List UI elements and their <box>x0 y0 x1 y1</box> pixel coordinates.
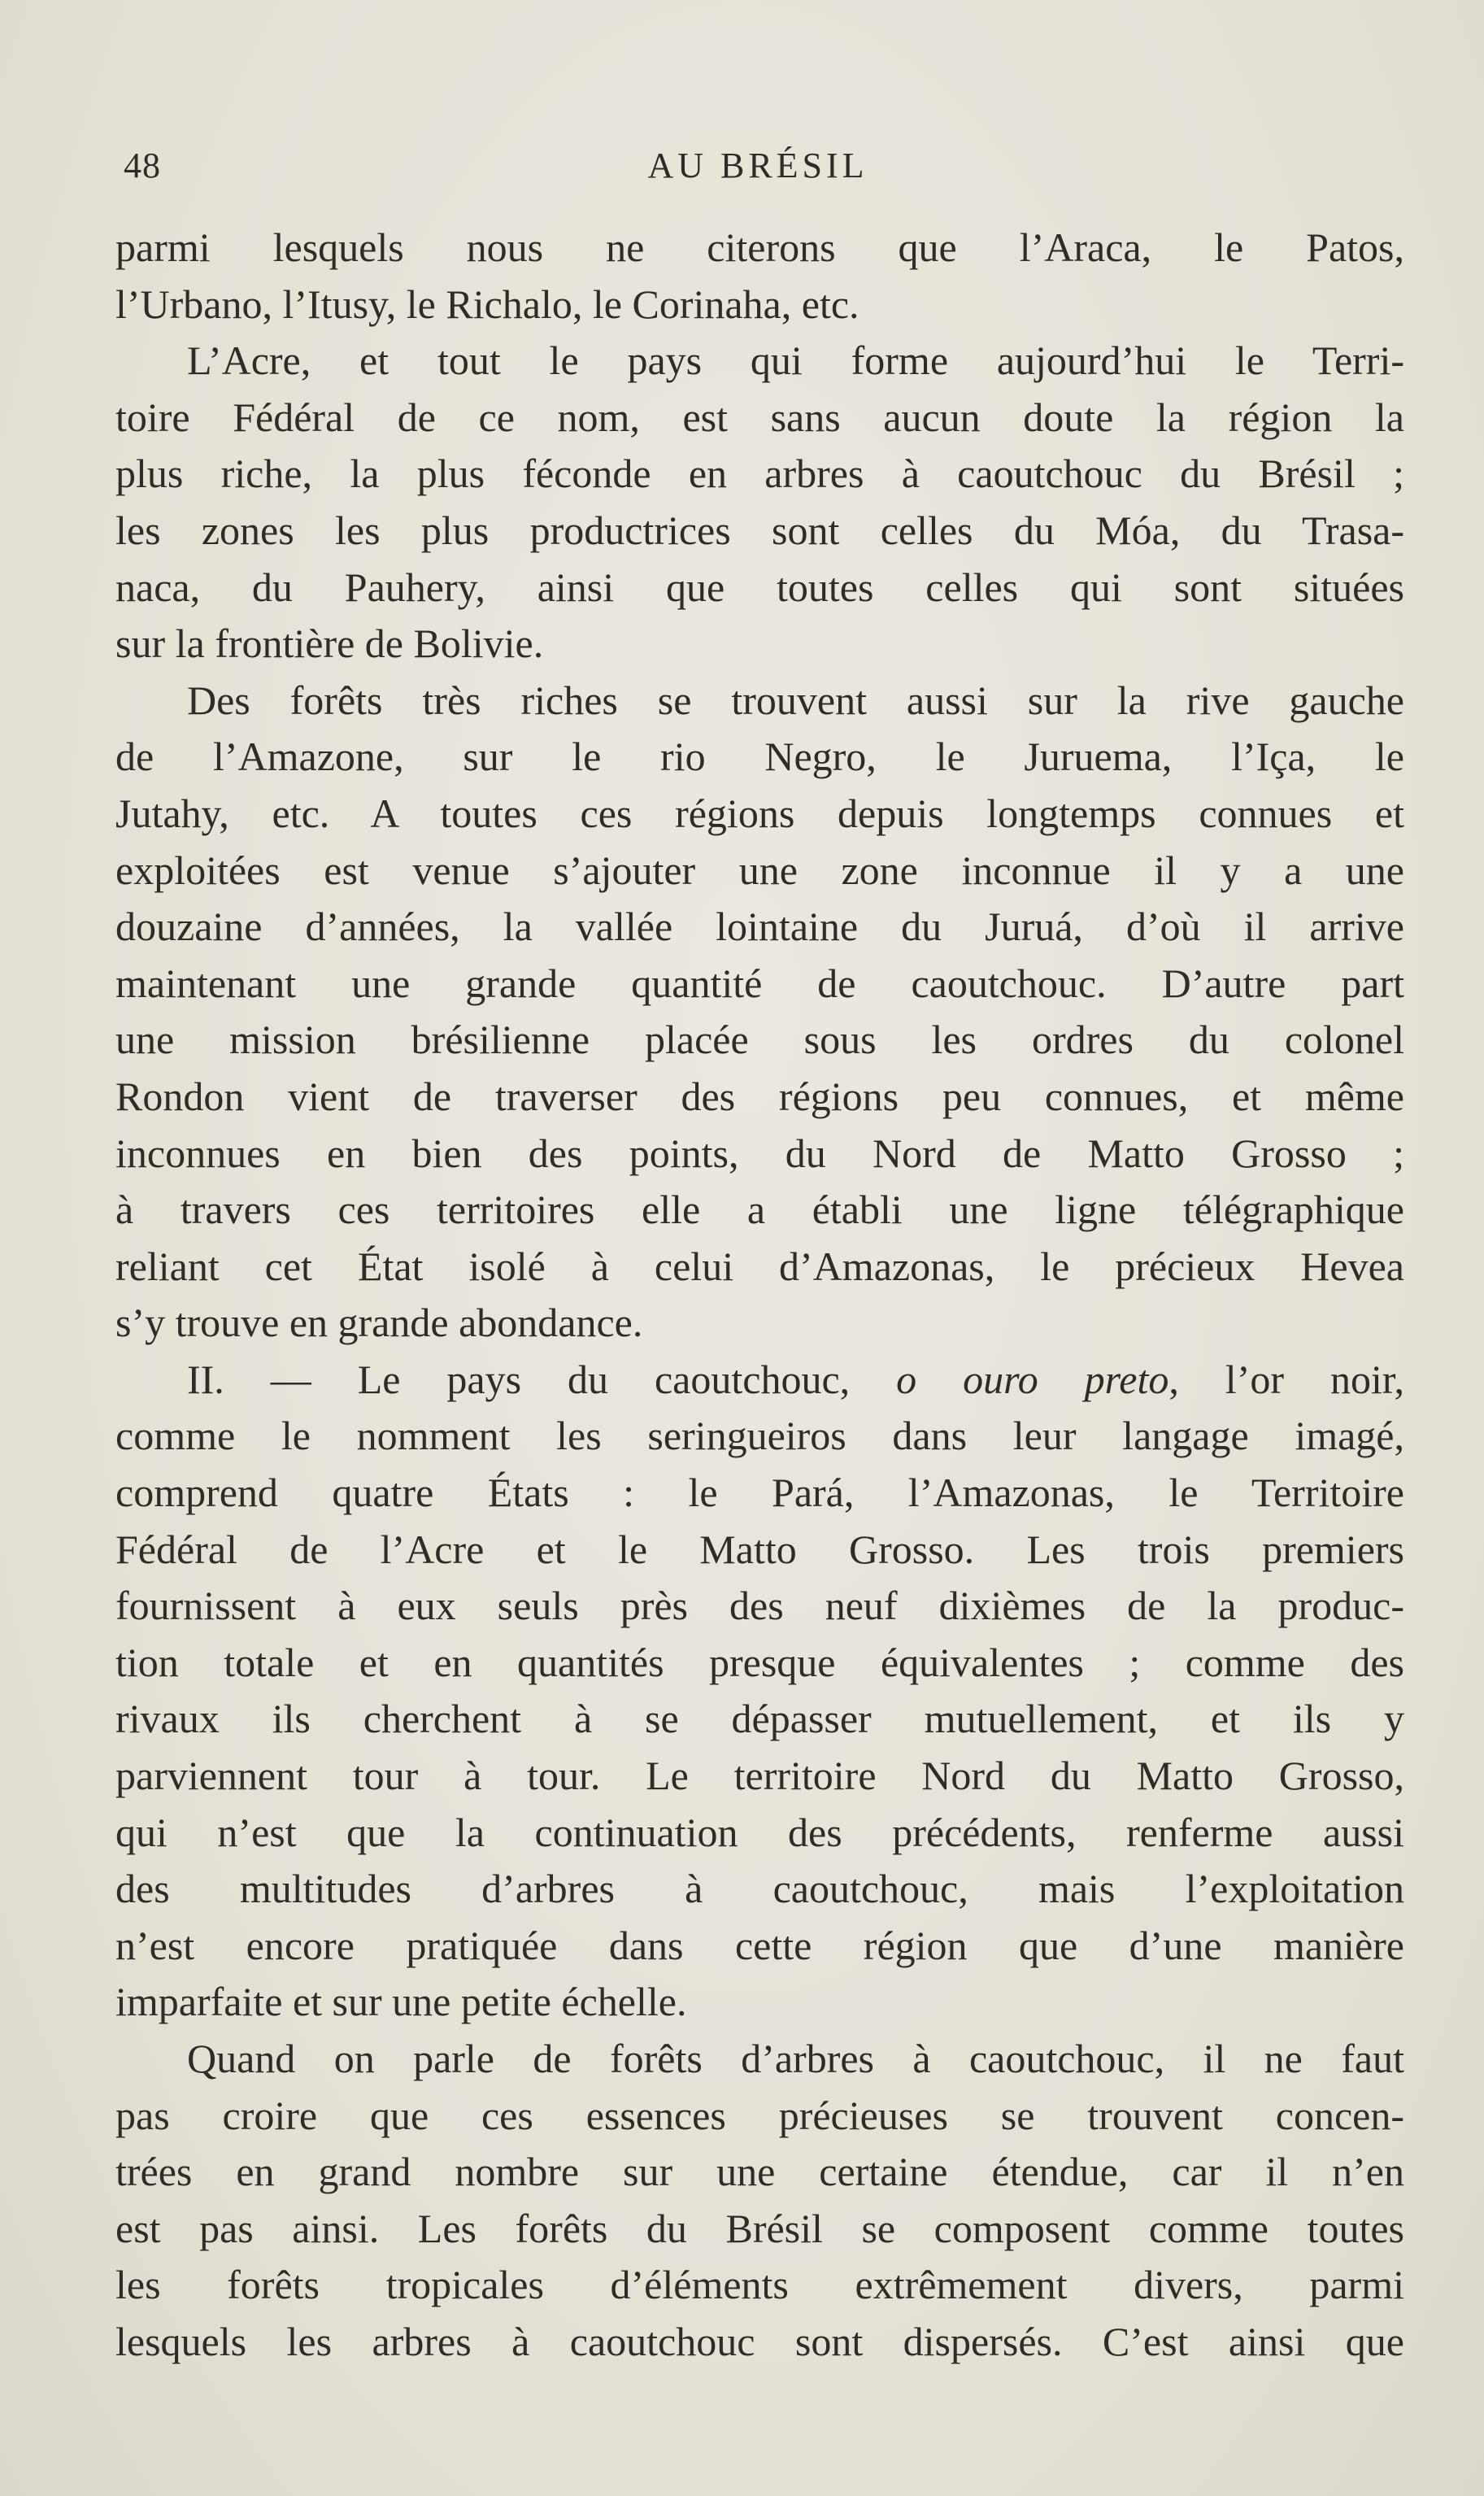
text-line: les forêts tropicales d’éléments extrêmement divers, parmi <box>115 2262 1404 2308</box>
text-line: inconnues en bien des points, du Nord de Matto Grosso ; <box>115 1130 1404 1176</box>
text-line: une mission brésilienne placée sous les ordres du colonel <box>115 1017 1404 1063</box>
text-line: de l’Amazone, sur le rio Negro, le Juruema, l’Iça, le <box>115 734 1404 780</box>
running-title: AU BRÉSIL <box>647 146 868 185</box>
page-number: 48 <box>124 146 161 185</box>
text-line: toire Fédéral de ce nom, est sans aucun doute la région la <box>115 394 1404 440</box>
text-line: des multitudes d’arbres à caoutchouc, mais l’exploitation <box>115 1866 1404 1912</box>
running-head <box>115 145 1400 194</box>
text-line: parmi lesquels nous ne citerons que l’Araca, le Patos, <box>115 224 1404 270</box>
text-line: naca, du Pauhery, ainsi que toutes celles qui sont situées <box>115 564 1404 610</box>
text-line: Fédéral de l’Acre et le Matto Grosso. Les trois premiers <box>115 1526 1404 1572</box>
text-line: Rondon vient de traverser des régions peu connues, et même <box>115 1073 1404 1119</box>
text-line: imparfaite et sur une petite échelle. <box>115 1979 687 2025</box>
text-line: qui n’est que la continuation des précédents, renferme aussi <box>115 1809 1404 1855</box>
text-line: parviennent tour à tour. Le territoire Nord du Matto Grosso, <box>115 1753 1404 1799</box>
text-line: lesquels les arbres à caoutchouc sont dispersés. C’est ainsi que <box>115 2318 1404 2364</box>
body-text <box>115 220 1404 2371</box>
text-line: est pas ainsi. Les forêts du Brésil se composent comme toutes <box>115 2205 1404 2251</box>
text-line: douzaine d’années, la vallée lointaine du Juruá, d’où il arrive <box>115 904 1404 950</box>
text-line: exploitées est venue s’ajouter une zone inconnue il y a une <box>115 847 1404 893</box>
text-line: Des forêts très riches se trouvent aussi sur la rive gauche <box>187 677 1404 723</box>
text-line: n’est encore pratiquée dans cette région que d’une manière <box>115 1922 1404 1968</box>
text-line: Jutahy, etc. A toutes ces régions depuis longtemps connues et <box>115 790 1404 836</box>
text-line: Quand on parle de forêts d’arbres à caoutchouc, il ne faut <box>187 2036 1404 2081</box>
text-line: maintenant une grande quantité de caoutchouc. D’autre part <box>115 960 1404 1006</box>
text-line: reliant cet État isolé à celui d’Amazonas, le précieux Hevea <box>115 1243 1404 1289</box>
text-line: tion totale et en quantités presque équivalentes ; comme des <box>115 1639 1404 1685</box>
section-heading-line <box>115 1352 1404 1409</box>
section-lead: II. — Le pays du caoutchouc, <box>187 1356 851 1402</box>
text-line: L’Acre, et tout le pays qui forme aujourd’hui le Terri- <box>187 338 1404 384</box>
text-line: plus riche, la plus féconde en arbres à caoutchouc du Brésil ; <box>115 451 1404 497</box>
text-line: les zones les plus productrices sont celles du Móa, du Trasa- <box>115 507 1404 553</box>
text-line: comprend quatre États : le Pará, l’Amazonas, le Territoire <box>115 1470 1404 1516</box>
text-line: pas croire que ces essences précieuses se trouvent concen- <box>115 2092 1404 2138</box>
text-line: l’Urbano, l’Itusy, le Richalo, le Corinaha, etc. <box>115 281 860 327</box>
text-line: à travers ces territoires elle a établi une ligne télégraphique <box>115 1187 1404 1233</box>
text-line: rivaux ils cherchent à se dépasser mutuellement, et ils y <box>115 1696 1404 1742</box>
text-line: trées en grand nombre sur une certaine étendue, car il n’en <box>115 2149 1404 2195</box>
section-italic-term: o ouro preto <box>896 1356 1169 1402</box>
section-tail: , l’or noir, <box>1168 1356 1404 1402</box>
text-line: fournissent à eux seuls près des neuf dixièmes de la produc- <box>115 1583 1404 1629</box>
text-line: sur la frontière de Bolivie. <box>115 621 544 667</box>
text-line: comme le nomment les seringueiros dans leur langage imagé, <box>115 1413 1404 1459</box>
text-line: s’y trouve en grande abondance. <box>115 1300 643 1346</box>
